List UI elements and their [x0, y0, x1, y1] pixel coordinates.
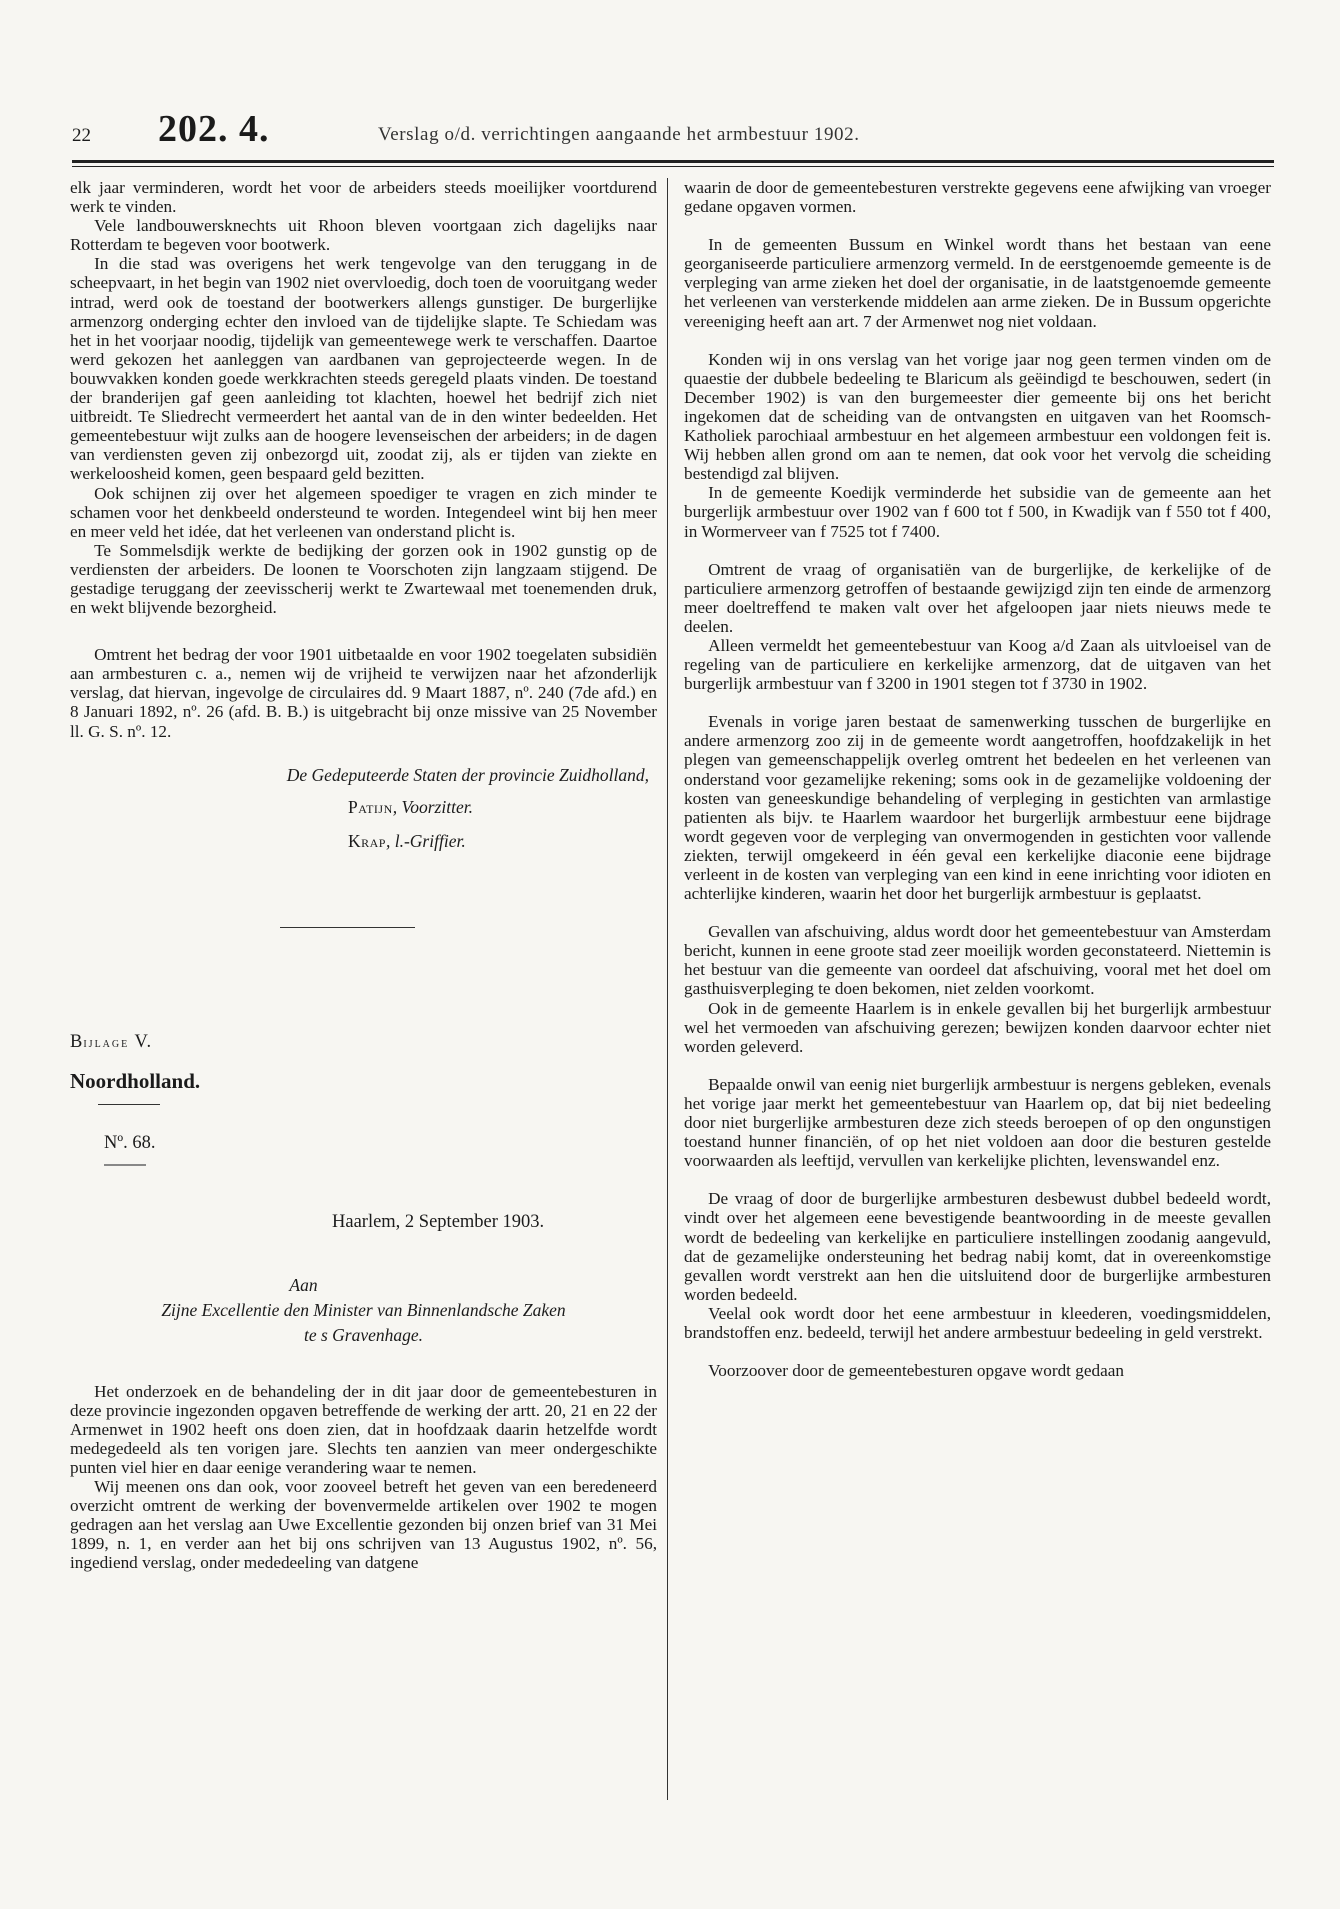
paragraph: Omtrent de vraag of organisatiën van de burgerlijke, de kerkelijke of de particuliere armenzorg getroffen of bestaande gewijzigd zijn ten einde de armenzorg meer doeltreffend te maken valt over het afgeloopen jaar niets nieuws mede te deelen.	[684, 559, 1271, 636]
paragraph: Ook schijnen zij over het algemeen spoediger te vragen en zich minder te schamen voor het denkbeeld ondersteund te worden. Integendeel wint bij hen meer en meer veld het idée, dat het verleenen van onderstand plicht is.	[70, 483, 657, 541]
page-number: 22	[72, 125, 91, 146]
address-line: Aan	[289, 1274, 318, 1295]
paragraph: In de gemeente Koedijk verminderde het subsidie van de gemeente aan het burgerlijk armbestuur over 1902 van f 600 tot f 500, in Kwadijk van f 550 tot f 400, in Wormerveer van f 7525 tot f 7400.	[684, 483, 1271, 541]
paragraph-subsidies: Omtrent het bedrag der voor 1901 uitbetaalde en voor 1902 toegelaten subsidiën aan armbesturen c. a., nemen wij de vrijheid te verwijzen naar het afzonderlijk verslag, dat hiervan, ingevolge de circulaires dd. 9 Maart 1887, nº. 240 (7de afd.) en 8 Januari 1892, nº. 26 (afd. B. B.) is uitgebracht bij onze missive van 25 November ll. G. S. nº. 12.	[70, 645, 657, 741]
address-line: te s Gravenhage.	[303, 1324, 424, 1345]
paragraph: Ook in de gemeente Haarlem is in enkele gevallen bij het burgerlijk armbestuur wel het vermoeden van afschuiving gerezen; bewijzen konden daarvoor echter niet worden geleverd.	[684, 998, 1271, 1056]
column-divider	[667, 178, 668, 1800]
number-underline	[104, 1164, 146, 1166]
clerk-name: Krap	[348, 830, 386, 851]
document-number: 202. 4.	[158, 108, 270, 150]
header-rule-thin	[72, 166, 1274, 167]
paragraph: In de gemeenten Bussum en Winkel wordt thans het bestaan van eene georganiseerde particuliere armenzorg vermeld. In de eerstgenoemde gemeente is de verpleging van arme zieken het doel der organisatie, in de laatstgenoemde gemeente het verleenen van versterkende middelen aan arme zieken. De in Bussum opgerichte vereeniging heeft aan art. 7 der Armenwet nog niet voldaan.	[684, 235, 1271, 331]
letter-date: Haarlem, 2 September 1903.	[332, 1211, 545, 1232]
paragraph: Veelal ook wordt door het eene armbestuur in kleederen, voedingsmiddelen, brandstoffen enz. bedeeld, terwijl het andere armbestuur bedeeling in geld verstrekt.	[684, 1303, 1271, 1342]
header-rule-thick	[72, 160, 1274, 163]
appendix-entry-number: Nº. 68.	[104, 1132, 156, 1153]
paragraph: Gevallen van afschuiving, aldus wordt door het gemeentebestuur van Amsterdam bericht, kunnen in eene groote stad zeer moeilijk worden geconstateerd. Niettemin is het bestuur van die gemeente van oordeel dat afschuiving, vooral met het doel om gasthuisverpleging te doen bekomen, niet zelden voorkomt.	[684, 922, 1271, 999]
signature-clerk: Krap, l.-Griffier.	[348, 830, 466, 851]
paragraph: Voorzoover door de gemeentebesturen opgave wordt gedaan	[708, 1361, 1124, 1381]
signature-chair: Patijn, Voorzitter.	[348, 796, 473, 817]
paragraph: Alleen vermeldt het gemeentebestuur van Koog a/d Zaan als uitvloeisel van de regeling van de particuliere en kerkelijke armenzorg, dat de uitgaven van het burgerlijk armbestuur van f 3200 in 1901 stegen tot f 3730 in 1902.	[684, 635, 1271, 694]
paragraph: Evenals in vorige jaren bestaat de samenwerking tusschen de burgerlijke en andere armenzorg zoo zij in de gemeente wordt aangetroffen, hoofdzakelijk in het plegen van gemeenschappelijk overleg omtrent het bedeelen en het verleenen van onderstand voor gezamelijke rekening; soms ook in de gezamelijke voldoening der kosten van geneeskundige behandeling of verpleging in gestichten van armlastige patienten als bijv. te Haarlem waardoor het burgerlijk armbestuur eene bijdrage wordt gegeven voor de verpleging van onvermogenden in gestichten voor vallende ziekten, terwijl omgekeerd in één geval een kerkelijke diaconie eene bijdrage verleent in de kosten van verpleging van een kind in eene inrichting voor idioten en achterlijke kinderen, waarin het door het burgerlijk armbestuur is geplaatst.	[684, 712, 1271, 904]
paragraph: Vele landbouwersknechts uit Rhoon bleven voortgaan zich dagelijks naar Rotterdam te begeven voor bootwerk.	[70, 216, 657, 255]
chair-name: Patijn	[348, 796, 393, 817]
clerk-title: l.-Griffier.	[394, 830, 466, 851]
paragraph: Te Sommelsdijk werkte de bedijking der gorzen ook in 1902 gunstig op de verdiensten der arbeiders. De loonen te Voorschoten zijn langzaam stijgend. De gestadige teruggang der zeevisscherij werkt te Zwartewaal met toenemenden druk, en wekt blijvende bezorgheid.	[70, 540, 657, 618]
section-separator	[280, 927, 415, 928]
paragraph: elk jaar verminderen, wordt het voor de arbeiders steeds moeilijker voortdurend werk te vinden.	[70, 178, 657, 217]
letter-address	[70, 1273, 657, 1348]
province-underline	[98, 1104, 160, 1105]
appendix-label	[70, 1032, 657, 1053]
signature-body: De Gedeputeerde Staten der provincie Zuidholland,	[286, 764, 649, 785]
paragraph: De vraag of door de burgerlijke armbesturen desbewust dubbel bedeeld wordt, vindt over het algemeen eene bevestigende beantwoording in de meeste gevallen wordt de bedeeling van kerkelijke en particuliere instellingen zoodanig aangevuld, dat de gezamelijke ondersteuning het bedrag nabij komt, dat in overeenkomstige gevallen wordt verstrekt aan hen die uitsluitend door de burgerlijke armbesturen worden bedeeld.	[684, 1189, 1271, 1304]
running-title: Verslag o/d. verrichtingen aangaande het armbestuur 1902.	[378, 124, 860, 145]
province-name: Noordholland.	[70, 1068, 201, 1093]
page-header	[0, 105, 1340, 150]
appendix-label-rest: ijlage	[83, 1035, 130, 1051]
paragraph: Het onderzoek en de behandeling der in dit jaar door de gemeentebesturen in deze provincie ingezonden opgaven betreffende de werking der artt. 20, 21 en 22 der Armenwet in 1902 heeft ons doen zien, dat in hoofdzaak daarin hetzelfde wordt medegedeeld als ten vorigen jare. Slechts ten aanzien van meer ondergeschikte punten viel hier en daar eenige verandering waar te nemen.	[70, 1381, 657, 1477]
address-line: Zijne Excellentie den Minister van Binnenlandsche Zaken	[161, 1299, 566, 1320]
chair-title: Voorzitter.	[401, 796, 473, 817]
paragraph: Wij meenen ons dan ook, voor zooveel betreft het geven van een beredeneerd overzicht omtrent de werking der bovenvermelde artikelen over 1902 te mogen gedragen aan het verslag aan Uwe Excellentie gezonden bij onzen brief van 31 Mei 1899, n. 1, en verder aan het bij ons schrijven van 13 Augustus 1902, nº. 56, ingediend verslag, onder mededeeling van datgene	[70, 1477, 657, 1573]
paragraph: waarin de door de gemeentebesturen verstrekte gegevens eene afwijking van vroeger gedane opgaven vormen.	[684, 178, 1271, 217]
paragraph: Konden wij in ons verslag van het vorige jaar nog geen termen vinden om de quaestie der dubbele bedeeling te Blaricum als geëindigd te beschouwen, sedert (in December 1902) is van den burgemeester dier gemeente bij ons het bericht ingekomen dat de scheiding van de ontvangsten en uitgaven van het Roomsch-Katholiek parochiaal armbestuur en het algemeen armbestuur een voldongen feit is. Wij hebben allen grond om aan te nemen, dat ook voor het vervolg die scheiding bestendigd zal blijven.	[684, 349, 1271, 484]
left-column	[70, 178, 657, 1898]
appendix-number: V.	[134, 1031, 153, 1052]
appendix-label-initial: B	[70, 1031, 84, 1052]
paragraph: Bepaalde onwil van eenig niet burgerlijk armbestuur is nergens gebleken, evenals het vorige jaar merkt het gemeentebestuur van Haarlem op, dat bij niet bedeeling door niet burgerlijke armbesturen deze zich steeds beroepen of op den ongunstigen toestand hunner financiën, of op het niet voldoen aan door die besturen gestelde voorwaarden als leeftijd, vervullen van kerkelijke plichten, levenswandel enz.	[684, 1074, 1271, 1171]
paragraph: In die stad was overigens het werk tengevolge van den teruggang in de scheepvaart, in het begin van 1902 niet overvloedig, doch toen de vooruitgang weder intrad, werd ook de toestand der bootwerkers allengs gunstiger. De burgerlijke armenzorg onderging echter den invloed van de tijdelijke slapte. Te Schiedam was het in het voorjaar noodig, tijdelijk van gemeentewege werk te verschaffen. Daartoe werd gekozen het aanleggen van aardbanen van geprojecteerde wegen. In de bouwvakken konden goede werkkrachten steeds geregeld plaats vinden. De toestand der branderijen gaf geen aanleiding tot klachten, hoewel het bedrijf zich niet uitbreidt. Te Sliedrecht vermeerdert het aantal van de in den winter bedeelden. Het gemeentebestuur wijt zulks aan de hoogere levenseischen der arbeiders; in de dagen van verdiensten geven zij onbezorgd uit, zoodat zij, als er tijden van ziekte en werkeloosheid komen, geen bespaard geld bezitten.	[70, 254, 657, 484]
right-column	[684, 178, 1271, 1898]
